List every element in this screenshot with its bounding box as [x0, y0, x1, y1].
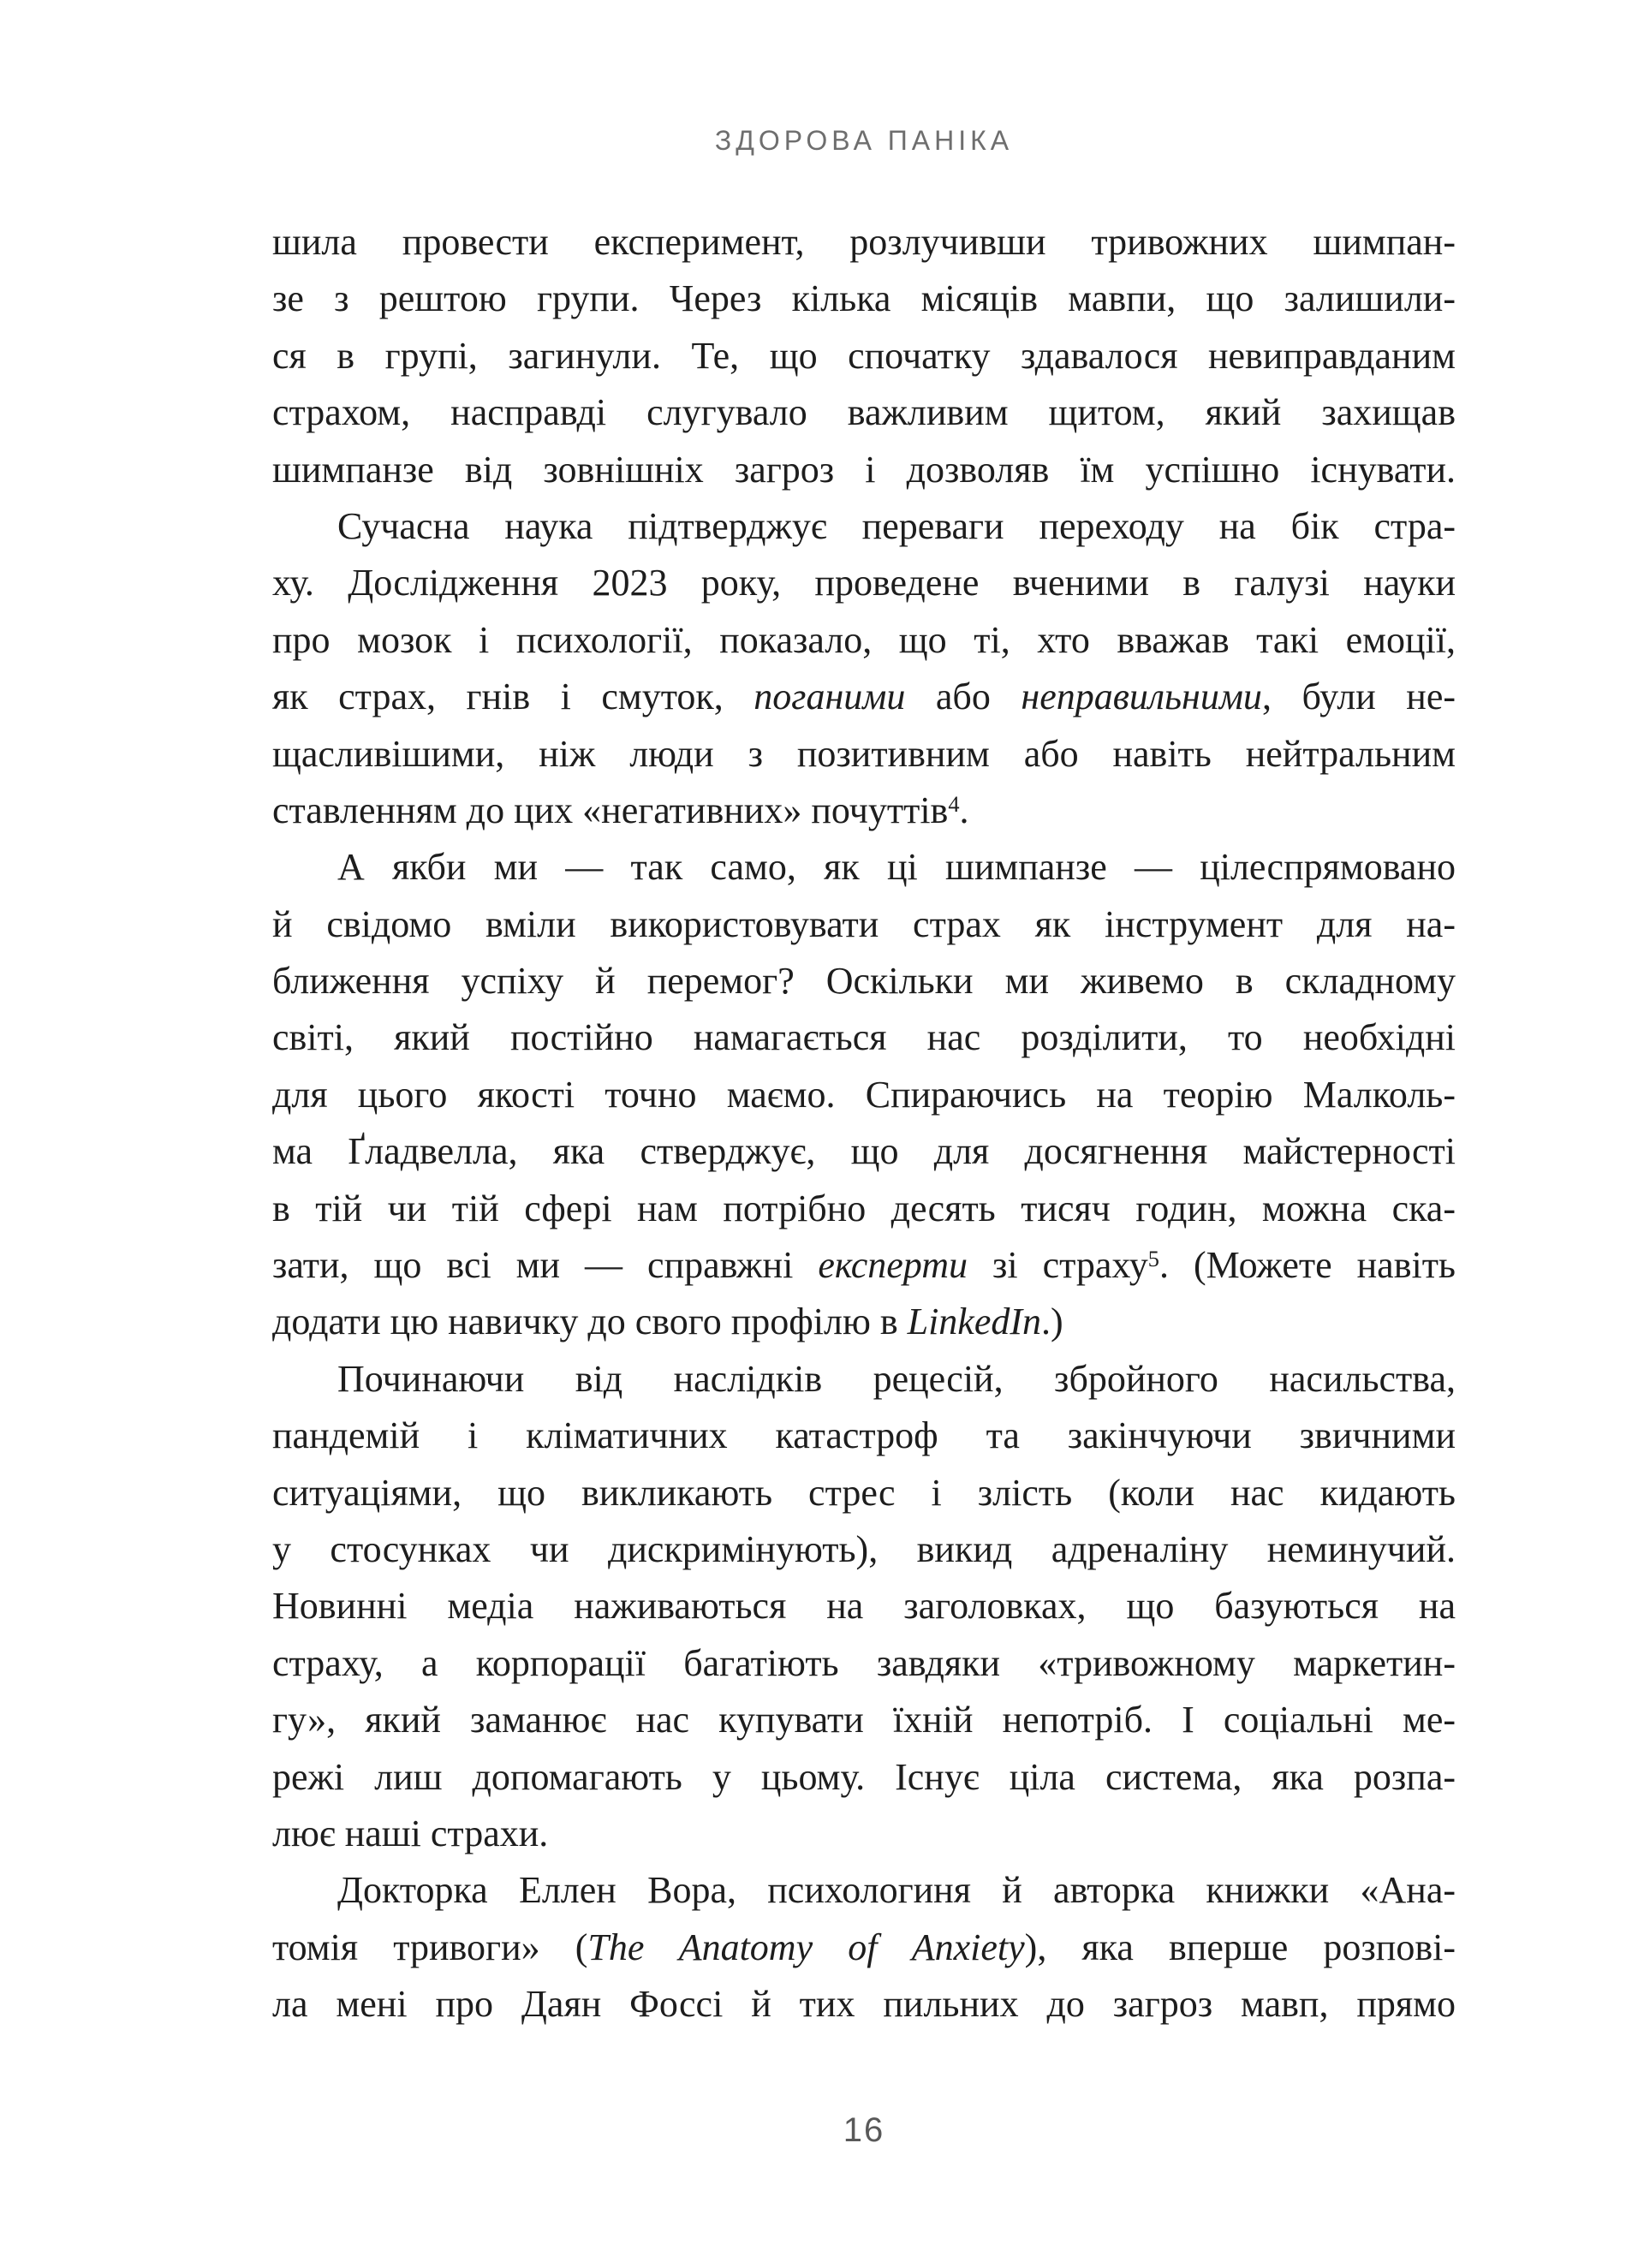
text-line: шила провести експеримент, розлучивши тривожних шимпан-: [272, 221, 1456, 263]
text-line: щасливішими, ніж люди з позитивним або навіть нейтральним: [272, 732, 1456, 775]
text-line: ла мені про Даян Фоссі й тих пильних до загроз мавп, прямо: [272, 1983, 1456, 2026]
text-line: А якби ми — так само, як ці шимпанзе — цілеспрямовано: [337, 846, 1456, 889]
text-line: страху, а корпорації багатіють завдяки «тривожному маркетин-: [272, 1641, 1456, 1684]
text-line: Сучасна наука підтверджує переваги переходу на бік стра-: [337, 504, 1456, 547]
text-line: Починаючи від наслідків рецесій, збройного насильства,: [337, 1357, 1456, 1400]
text-line: пандемій і кліматичних катастроф та закінчуючи звичними: [272, 1414, 1456, 1457]
text-line: світі, який постійно намагається нас розділити, то необхідні: [272, 1016, 1456, 1059]
text-line: ставленням до цих «негативних» почуттів$^4$.: [272, 789, 969, 831]
text-line: лює наші страхи.: [272, 1812, 549, 1854]
paragraph: [272, 498, 1456, 839]
text-line: Докторка Еллен Вора, психологиня й авторка книжки «Ана-: [337, 1869, 1456, 1912]
text-line: й свідомо вміли використовувати страх як інструмент для на-: [272, 902, 1456, 945]
paragraph: [272, 839, 1456, 1351]
page-body-text: [272, 214, 1456, 2033]
text-line: ситуаціями, що викликають стрес і злість (коли нас кидають: [272, 1471, 1456, 1514]
text-line: для цього якості точно маємо. Спираючись на теорію Малколь-: [272, 1073, 1456, 1116]
text-line: у стосунках чи дискримінують), викид адреналіну неминучий.: [272, 1527, 1456, 1570]
page-number: 16: [843, 2111, 885, 2149]
footnote-marker: 5: [1147, 1246, 1159, 1272]
text-line: як страх, гнів і смуток, поганими або неправильними, були не-: [272, 676, 1456, 718]
text-line: ближення успіху й перемог? Оскільки ми живемо в складному: [272, 960, 1456, 1003]
footnote-marker: 4: [948, 791, 960, 818]
text-line: шимпанзе від зовнішніх загроз і дозволяв їм успішно існувати.: [272, 448, 1456, 491]
paragraph: [272, 1862, 1456, 2033]
paragraph: [272, 1351, 1456, 1863]
text-line: Новинні медіа наживаються на заголовках, що базуються на: [272, 1585, 1456, 1628]
text-line: режі лиш допомагають у цьому. Існує ціла система, яка розпа-: [272, 1755, 1456, 1798]
text-line: гу», який заманює нас купувати їхній непотріб. І соціальні ме-: [272, 1699, 1456, 1741]
text-line: зати, що всі ми — справжні експерти зі страху$^5$. (Можете навіть: [272, 1244, 1456, 1287]
text-line: страхом, насправді слугувало важливим щитом, який захищав: [272, 391, 1456, 434]
text-line: ху. Дослідження 2023 року, проведене вченими в галузі науки: [272, 562, 1456, 604]
text-line: зе з рештою групи. Через кілька місяців мавпи, що залишили-: [272, 277, 1456, 320]
running-header: ЗДОРОВА ПАНІКА: [714, 125, 1014, 156]
text-line: ся в групі, загинули. Те, що спочатку здавалося невиправданим: [272, 334, 1456, 377]
paragraph: [272, 214, 1456, 498]
text-line: додати цю навичку до свого профілю в LinkedIn.): [272, 1301, 1063, 1343]
text-line: ма Ґладвелла, яка стверджує, що для досягнення майстерності: [272, 1130, 1456, 1173]
text-line: про мозок і психології, показало, що ті, хто вважав такі емоції,: [272, 618, 1456, 661]
text-line: томія тривоги» (The Anatomy of Anxiety), яка вперше розпові-: [272, 1926, 1456, 1968]
text-line: в тій чи тій сфері нам потрібно десять тисяч годин, можна ска-: [272, 1187, 1456, 1229]
